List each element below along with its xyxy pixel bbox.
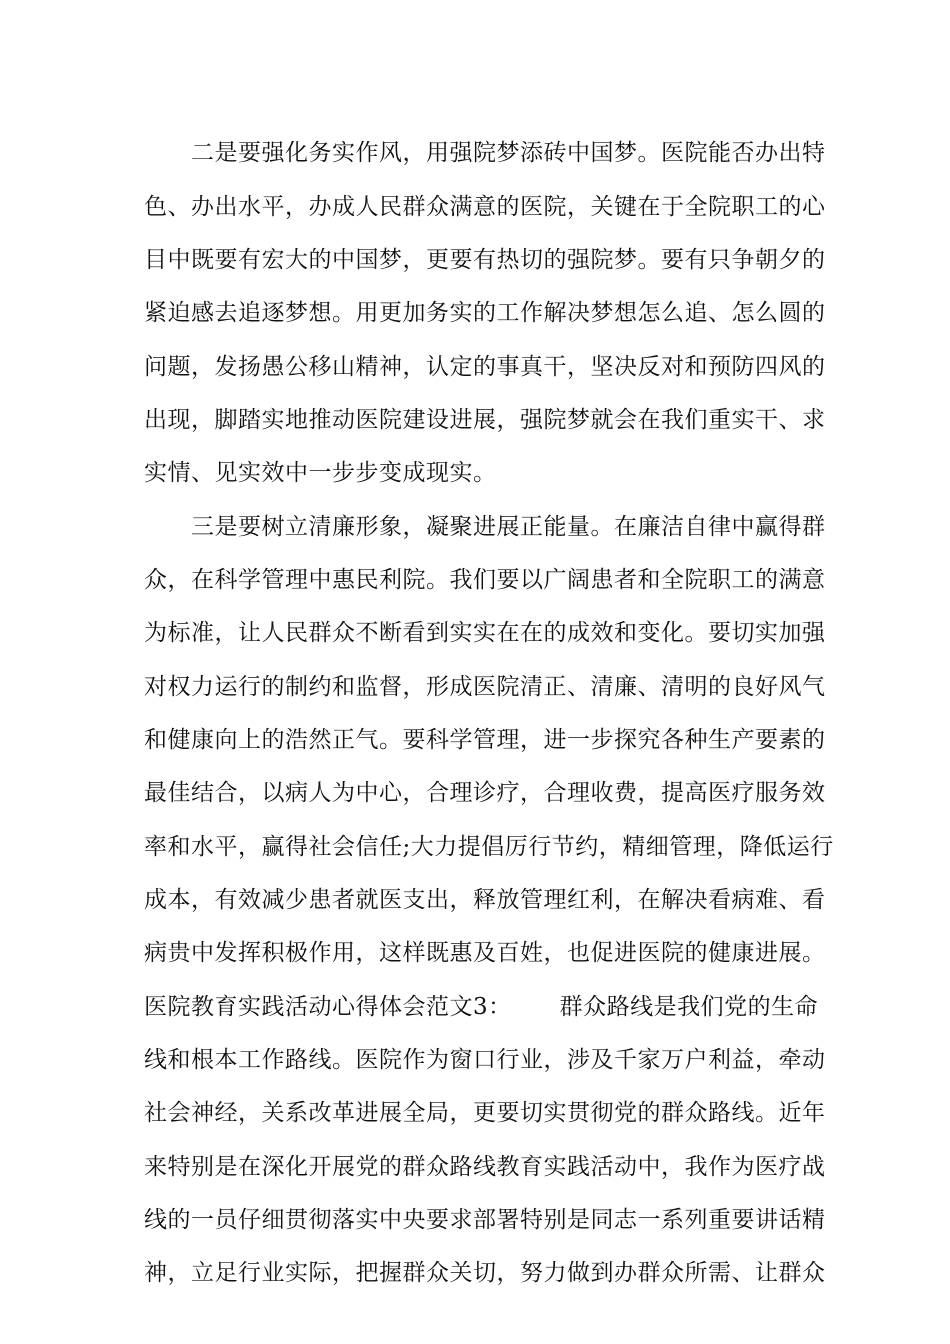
paragraph-2-line-8: 成本，有效减少患者就医支出，释放管理红利，在解决看病难、看 bbox=[144, 887, 826, 913]
paragraph-1-line-3: 目中既要有宏大的中国梦，更要有热切的强院梦。要有只争朝夕的 bbox=[144, 247, 826, 273]
paragraph-2-line-6: 最佳结合，以病人为中心，合理诊疗，合理收费，提高医疗服务效 bbox=[144, 780, 826, 806]
paragraph-1-line-6: 出现，脚踏实地推动医院建设进展，强院梦就会在我们重实干、求 bbox=[144, 407, 826, 433]
paragraph-2-line-9: 病贵中发挥积极作用，这样既惠及百姓，也促进医院的健康进展。 bbox=[144, 940, 826, 966]
paragraph-1-line-2: 色、办出水平，办成人民群众满意的医院，关键在于全院职工的心 bbox=[144, 194, 826, 220]
paragraph-3-line-3: 社会神经，关系改革进展全局，更要切实贯彻党的群众路线。近年 bbox=[144, 1100, 826, 1126]
paragraph-3-line-4: 来特别是在深化开展党的群众路线教育实践活动中，我作为医疗战 bbox=[144, 1154, 826, 1180]
paragraph-3-line-5: 线的一员仔细贯彻落实中央要求部署特别是同志一系列重要讲话精 bbox=[144, 1207, 826, 1233]
paragraph-2-line-1: 三是要树立清廉形象，凝聚进展正能量。在廉洁自律中赢得群 bbox=[191, 514, 826, 540]
paragraph-1-line-5: 问题，发扬愚公移山精神，认定的事真干，坚决反对和预防四风的 bbox=[144, 354, 826, 380]
paragraph-1-line-4: 紧迫感去追逐梦想。用更加务实的工作解决梦想怎么追、怎么圆的 bbox=[144, 300, 826, 326]
paragraph-3-line-2: 线和根本工作路线。医院作为窗口行业，涉及千家万户利益，牵动 bbox=[144, 1047, 826, 1073]
paragraph-2-line-7: 率和水平，赢得社会信任;大力提倡厉行节约，精细管理，降低运行 bbox=[144, 834, 834, 860]
paragraph-1-line-1: 二是要强化务实作风，用强院梦添砖中国梦。医院能否办出特 bbox=[191, 140, 826, 166]
paragraph-3-line-6: 神，立足行业实际，把握群众关切，努力做到办群众所需、让群众 bbox=[144, 1260, 826, 1286]
paragraph-3-line-1 bbox=[144, 987, 819, 1027]
paragraph-2-line-3: 为标准，让人民群众不断看到实实在在的成效和变化。要切实加强 bbox=[144, 620, 826, 646]
paragraph-3-first-text: 群众路线是我们党的生命 bbox=[559, 994, 819, 1020]
paragraph-2-line-2: 众，在科学管理中惠民利院。我们要以广阔患者和全院职工的满意 bbox=[144, 567, 826, 593]
paragraph-2-line-5: 和健康向上的浩然正气。要科学管理，进一步探究各种生产要素的 bbox=[144, 727, 826, 753]
paragraph-2-line-4: 对权力运行的制约和监督，形成医院清正、清廉、清明的良好风气 bbox=[144, 674, 826, 700]
section-heading: 医院教育实践活动心得体会范文3： bbox=[144, 994, 512, 1020]
paragraph-1-line-7: 实情、见实效中一步步变成现实。 bbox=[144, 460, 497, 486]
